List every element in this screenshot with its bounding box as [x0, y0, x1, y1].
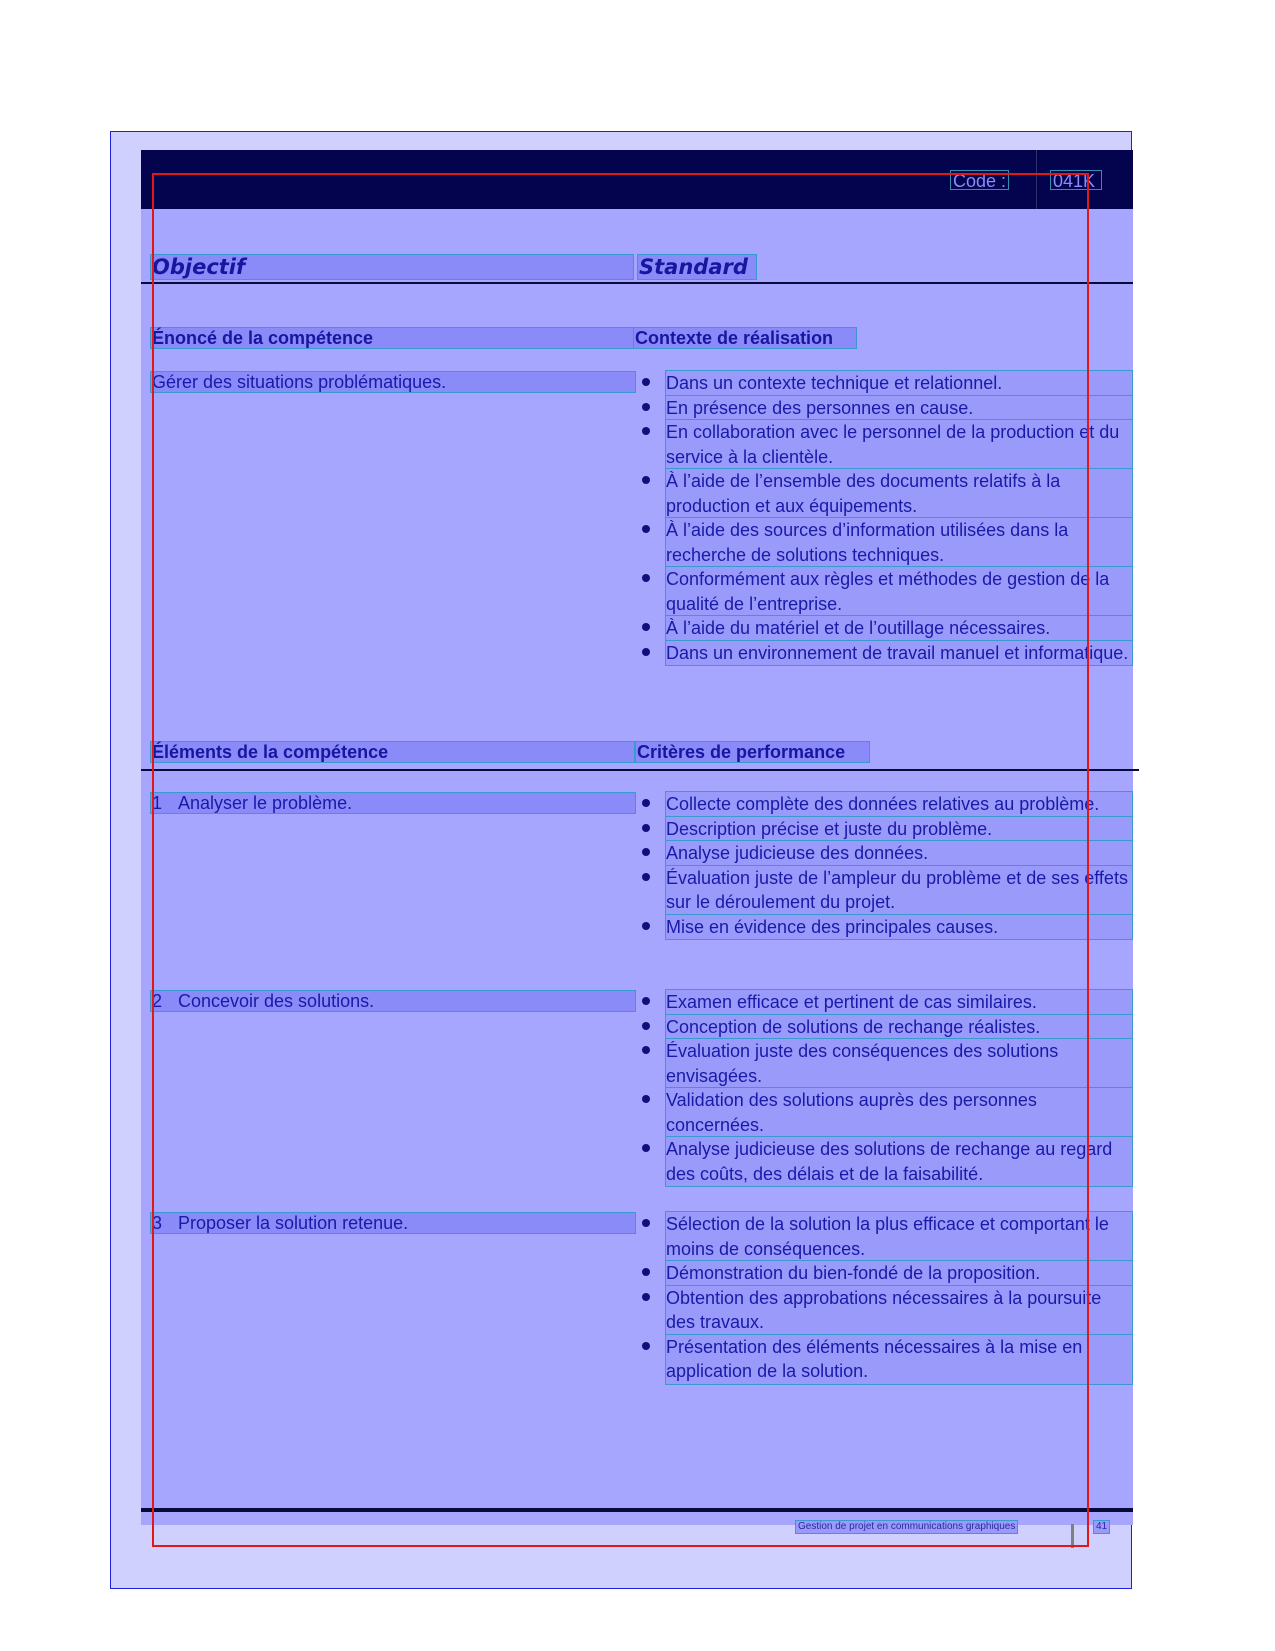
- bullet-icon: [642, 1268, 650, 1276]
- bullet-icon: [642, 848, 650, 856]
- list-item: Examen efficace et pertinent de cas similaires.: [642, 990, 1132, 1015]
- criteria-list-2: [642, 990, 1132, 1186]
- context-list: [642, 371, 1132, 665]
- bullet-icon: [642, 824, 650, 832]
- list-item: En présence des personnes en cause.: [642, 396, 1132, 421]
- element-3: 3 Proposer la solution retenue.: [150, 1212, 636, 1234]
- element-2: 2 Concevoir des solutions.: [150, 990, 636, 1012]
- competence-statement: Gérer des situations problématiques.: [150, 371, 636, 393]
- footer-tick: [1071, 1524, 1074, 1548]
- criteres-heading: Critères de performance: [635, 741, 870, 763]
- bullet-icon: [642, 1342, 650, 1350]
- bullet-icon: [642, 1293, 650, 1301]
- bullet-icon: [642, 799, 650, 807]
- bullet-icon: [642, 1022, 650, 1030]
- list-item: À l’aide du matériel et de l’outillage nécessaires.: [642, 616, 1132, 641]
- bullet-icon: [642, 623, 650, 631]
- list-item: Analyse judicieuse des solutions de rechange au regard des coûts, des délais et de la faisabilité.: [642, 1137, 1132, 1186]
- section-rule: [141, 769, 1139, 771]
- page-number: 41: [1093, 1520, 1110, 1534]
- list-item: En collaboration avec le personnel de la production et du service à la clientèle.: [642, 420, 1132, 469]
- list-item: Démonstration du bien-fondé de la proposition.: [642, 1261, 1132, 1286]
- bullet-icon: [642, 403, 650, 411]
- list-item: Évaluation juste de l’ampleur du problème et de ses effets sur le déroulement du projet.: [642, 866, 1132, 915]
- list-item: Description précise et juste du problème.: [642, 817, 1132, 842]
- list-item: Dans un contexte technique et relationnel.: [642, 371, 1132, 396]
- list-item: Conception de solutions de rechange réalistes.: [642, 1015, 1132, 1040]
- code-value: 041K: [1050, 170, 1102, 190]
- competence-heading: Énoncé de la compétence: [150, 327, 635, 349]
- bullet-icon: [642, 574, 650, 582]
- footer-title: Gestion de projet en communications graphiques: [795, 1520, 1018, 1534]
- bullet-icon: [642, 1095, 650, 1103]
- list-item: Analyse judicieuse des données.: [642, 841, 1132, 866]
- contexte-heading: Contexte de réalisation: [633, 327, 857, 349]
- list-item: À l’aide des sources d’information utilisées dans la recherche de solutions techniques.: [642, 518, 1132, 567]
- header-divider: [1036, 150, 1037, 209]
- list-item: À l’aide de l’ensemble des documents relatifs à la production et aux équipements.: [642, 469, 1132, 518]
- bullet-icon: [642, 997, 650, 1005]
- list-item: Présentation des éléments nécessaires à la mise en application de la solution.: [642, 1335, 1132, 1384]
- list-item: Collecte complète des données relatives au problème.: [642, 792, 1132, 817]
- bullet-icon: [642, 922, 650, 930]
- element-1: 1 Analyser le problème.: [150, 792, 636, 814]
- code-label: Code :: [950, 170, 1009, 190]
- list-item: Conformément aux règles et méthodes de gestion de la qualité de l’entreprise.: [642, 567, 1132, 616]
- bullet-icon: [642, 427, 650, 435]
- bullet-icon: [642, 873, 650, 881]
- list-item: Sélection de la solution la plus efficace et comportant le moins de conséquences.: [642, 1212, 1132, 1261]
- heading-rule: [141, 282, 1133, 284]
- criteria-list-1: [642, 792, 1132, 939]
- bullet-icon: [642, 378, 650, 386]
- bullet-icon: [642, 476, 650, 484]
- elements-heading: Éléments de la compétence: [150, 741, 635, 763]
- list-item: Dans un environnement de travail manuel et informatique.: [642, 641, 1132, 666]
- bullet-icon: [642, 1046, 650, 1054]
- standard-heading: Standard: [637, 254, 757, 280]
- list-item: Mise en évidence des principales causes.: [642, 915, 1132, 940]
- criteria-list-3: [642, 1212, 1132, 1384]
- list-item: Obtention des approbations nécessaires à la poursuite des travaux.: [642, 1286, 1132, 1335]
- list-item: Validation des solutions auprès des personnes concernées.: [642, 1088, 1132, 1137]
- objectif-heading: Objectif: [150, 254, 634, 280]
- bullet-icon: [642, 648, 650, 656]
- bullet-icon: [642, 1219, 650, 1227]
- bullet-icon: [642, 1144, 650, 1152]
- bullet-icon: [642, 525, 650, 533]
- footer-rule: [141, 1508, 1133, 1512]
- list-item: Évaluation juste des conséquences des solutions envisagées.: [642, 1039, 1132, 1088]
